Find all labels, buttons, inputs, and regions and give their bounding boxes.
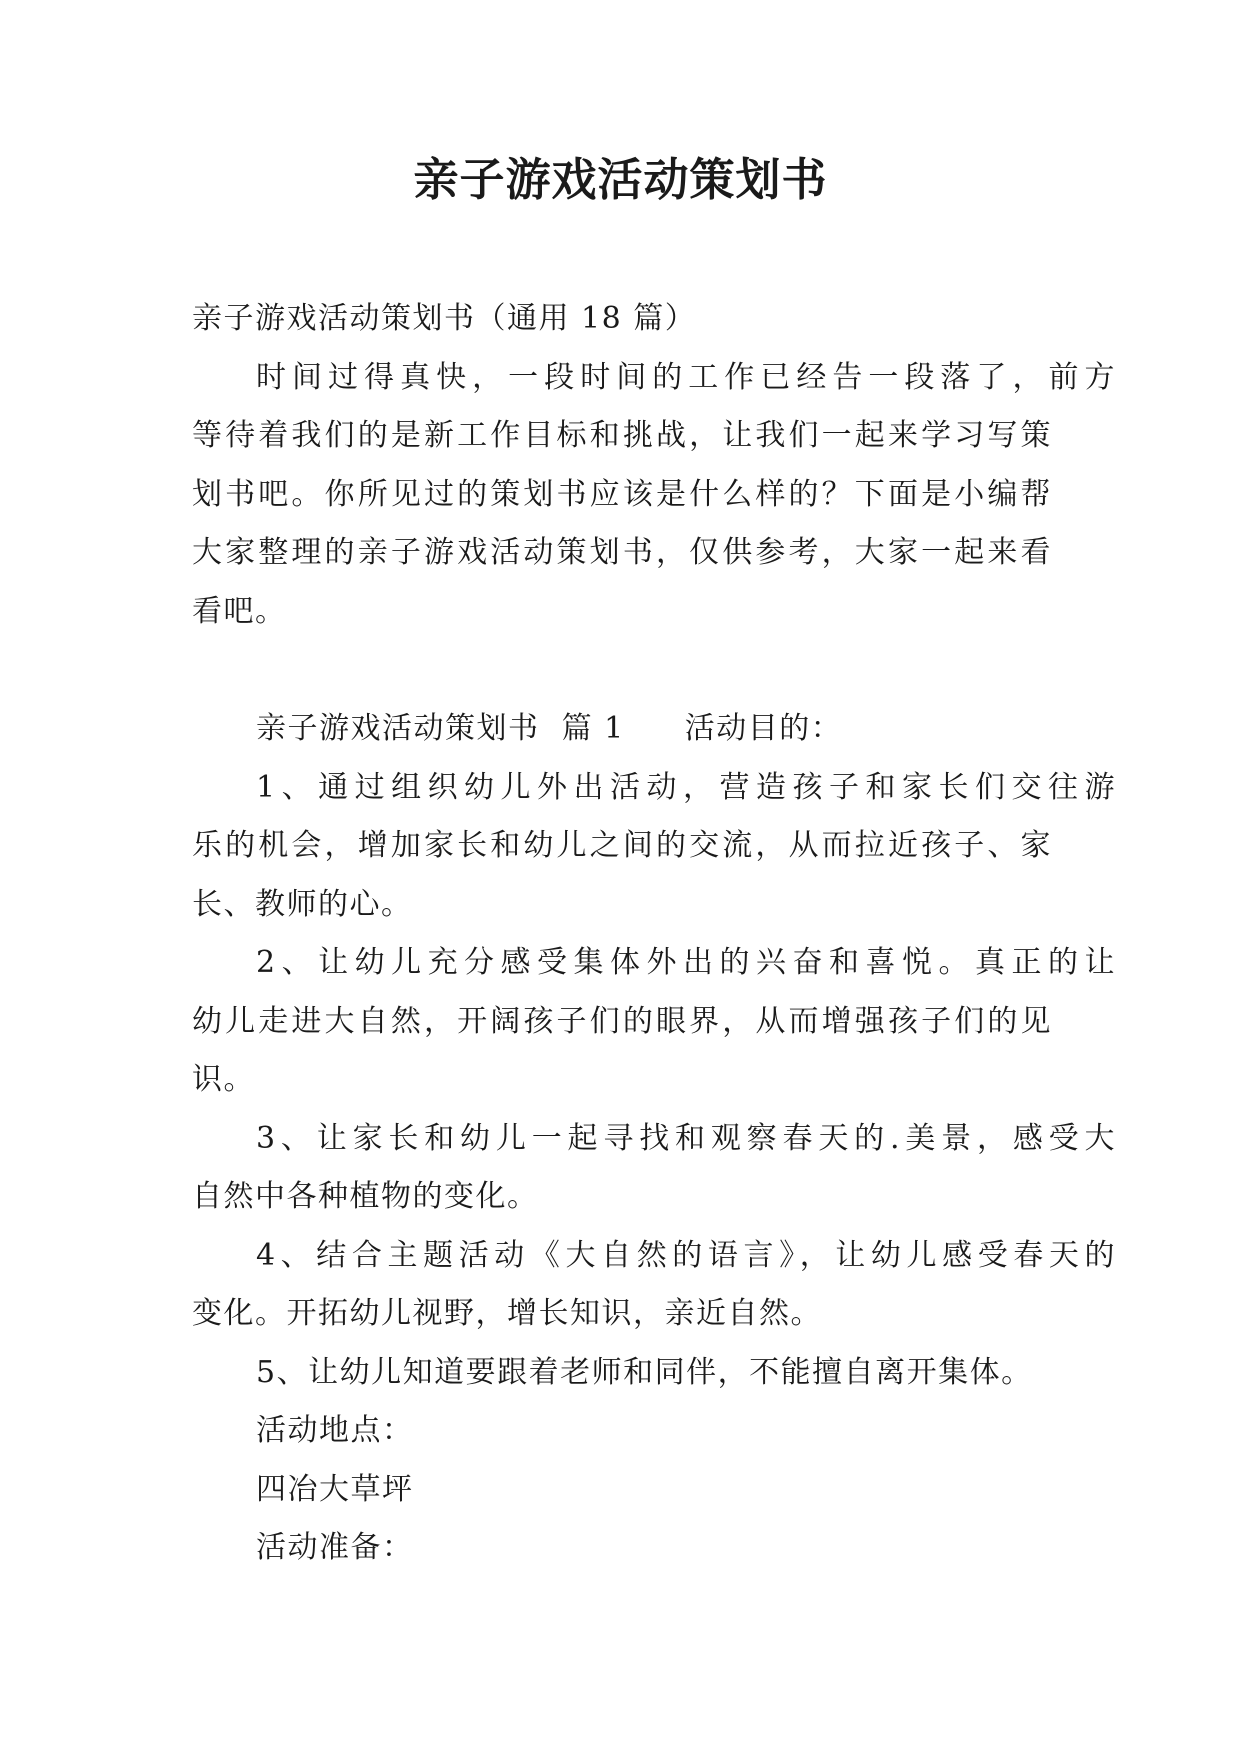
objective-line: 长、教师的心。: [192, 886, 413, 922]
intro-line: 看吧。: [192, 593, 287, 629]
section-subheading: 活动目的：: [684, 711, 843, 746]
objective-line: 1、通过组织幼儿外出活动，营造孩子和家长们交往游: [256, 769, 1116, 805]
section-title: 亲子游戏活动策划书 篇 1: [256, 711, 625, 746]
section-heading: [192, 700, 1052, 759]
objective-line: 幼儿走进大自然，开阔孩子们的眼界，从而增强孩子们的见: [192, 1003, 1052, 1039]
objective-line: 变化。开拓幼儿视野，增长知识，亲近自然。: [192, 1296, 822, 1331]
location-label: 活动地点：: [256, 1413, 414, 1448]
objective-line: 自然中各种植物的变化。: [192, 1179, 539, 1214]
objective-line: 3、让家长和幼儿一起寻找和观察春天的.美景，感受大: [256, 1120, 1116, 1156]
objective-line: 乐的机会，增加家长和幼儿之间的交流，从而拉近孩子、家: [192, 828, 1052, 863]
objective-line: 5、让幼儿知道要跟着老师和同伴，不能擅自离开集体。: [256, 1354, 1033, 1390]
intro-line: 等待着我们的是新工作目标和挑战，让我们一起来学习写策: [192, 418, 1052, 453]
document-title: 亲子游戏活动策划书: [413, 153, 828, 206]
intro-line: 大家整理的亲子游戏活动策划书，仅供参考，大家一起来看: [192, 535, 1052, 570]
document-subtitle: 亲子游戏活动策划书（通用 18 篇）: [192, 301, 697, 336]
intro-line: 划书吧。你所见过的策划书应该是什么样的？下面是小编帮: [192, 476, 1052, 512]
section-gap: [192, 641, 1052, 700]
objective-line: 2、让幼儿充分感受集体外出的兴奋和喜悦。真正的让: [256, 945, 1116, 980]
preparation-label: 活动准备：: [256, 1530, 414, 1565]
intro-line: 时间过得真快，一段时间的工作已经告一段落了，前方: [256, 359, 1116, 395]
objective-line: 识。: [192, 1062, 255, 1097]
location-value: 四冶大草坪: [256, 1471, 414, 1507]
objective-line: 4、结合主题活动《大自然的语言》，让幼儿感受春天的: [256, 1237, 1116, 1273]
document-body: [192, 290, 1116, 1578]
